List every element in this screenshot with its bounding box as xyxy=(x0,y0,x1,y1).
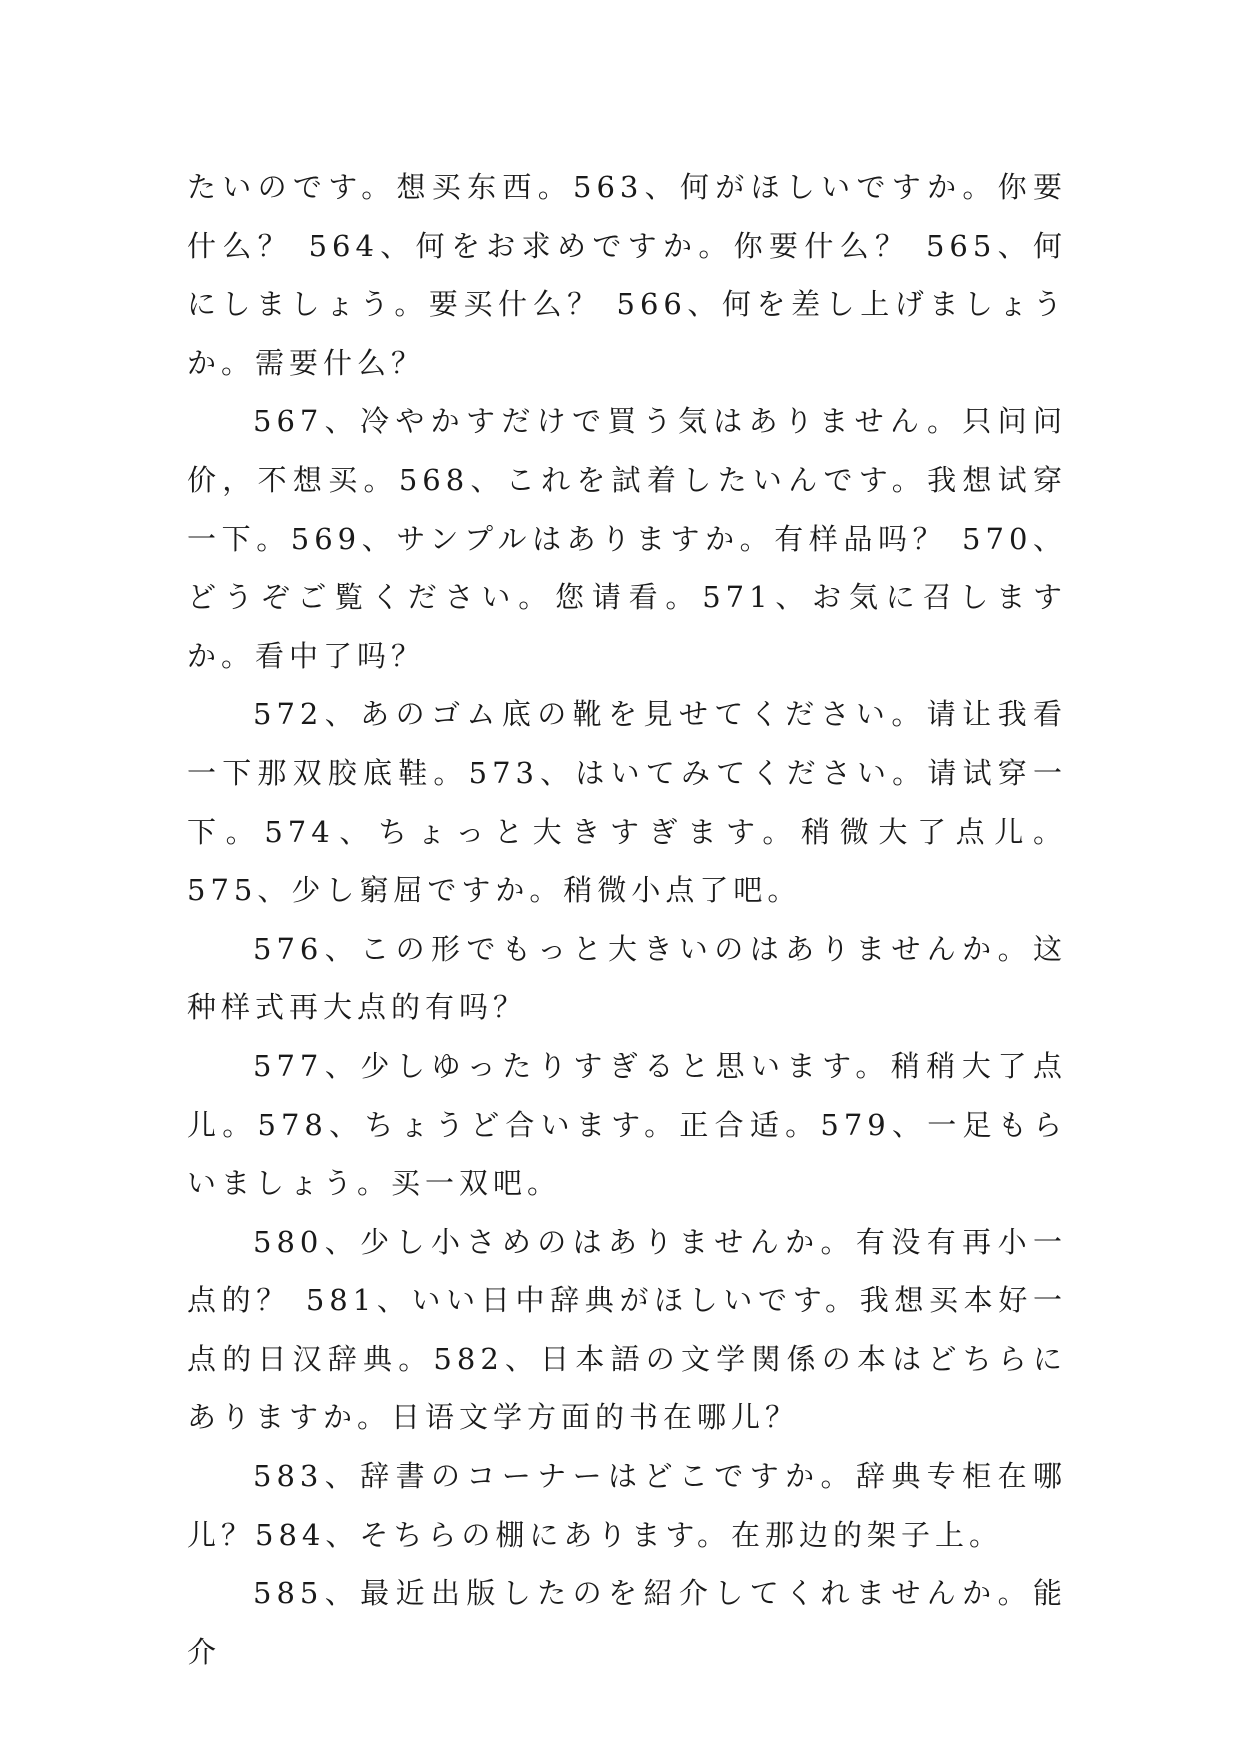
paragraph-6: 580、少し小さめのはありませんか。有没有再小一点的？ 581、いい日中辞典がほしいです。我想买本好一点的日汉辞典。582、日本語の文学関係の本はどちらにありますか。日语文学方面的书在哪儿？ xyxy=(187,1224,1067,1435)
document-page xyxy=(187,158,1067,1681)
paragraph-3: 572、あのゴム底の靴を見せてください。请让我看一下那双胶底鞋。573、はいてみてください。请试穿一下。574、ちょっと大きすぎます。稍微大了点儿。575、少し窮屈ですか。稍微小点了吧。 xyxy=(187,697,1067,908)
paragraph-4: 576、この形でもっと大きいのはありませんか。这种样式再大点的有吗？ xyxy=(187,931,1067,1025)
paragraph-2: 567、冷やかすだけで買う気はありません。只问问价，不想买。568、これを試着したいんです。我想试穿一下。569、サンプルはありますか。有样品吗？ 570、どうぞご覧ください。您请看。571、お気に召しますか。看中了吗？ xyxy=(187,404,1067,673)
paragraph-5: 577、少しゆったりすぎると思います。稍稍大了点儿。578、ちょうど合います。正合适。579、一足もらいましょう。买一双吧。 xyxy=(187,1048,1067,1201)
paragraph-8: 585、最近出版したのを紹介してくれませんか。能介 xyxy=(187,1576,1067,1669)
paragraph-7: 583、辞書のコーナーはどこですか。辞典专柜在哪儿？584、そちらの棚にあります。在那边的架子上。 xyxy=(187,1459,1067,1552)
paragraph-1: たいのです。想买东西。563、何がほしいですか。你要什么？ 564、何をお求めですか。你要什么？ 565、何にしましょう。要买什么？ 566、何を差し上げましょうか。需要什么？ xyxy=(187,170,1067,380)
